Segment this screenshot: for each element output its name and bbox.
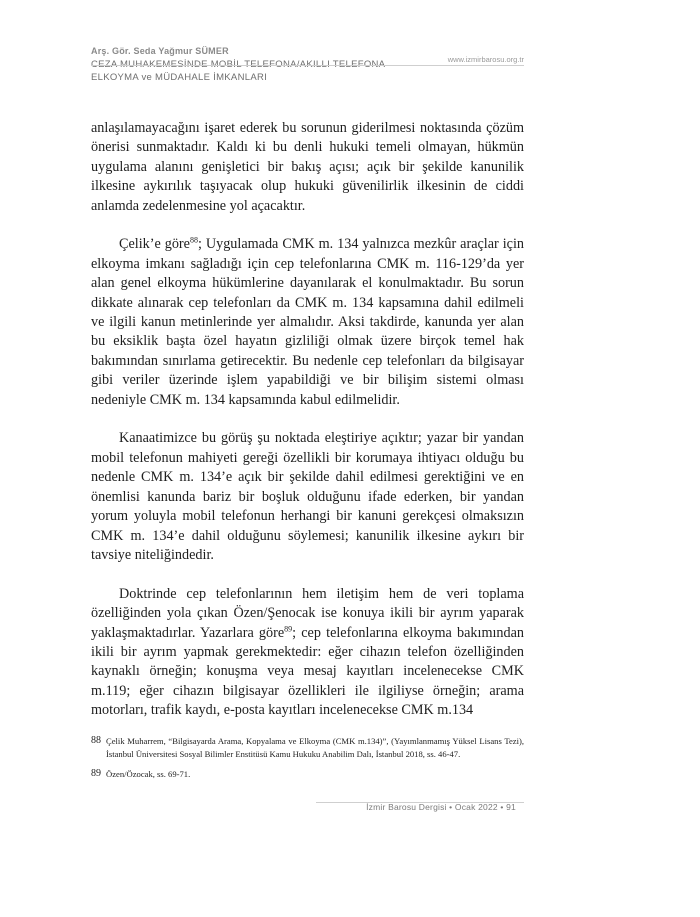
running-header [91, 46, 524, 84]
running-footer [316, 800, 524, 820]
header-website: www.izmirbarosu.org.tr [447, 55, 524, 64]
header-topic-line-1: CEZA MUHAKEMESİNDE MOBİL TELEFONA/AKILLI TELEFONA [91, 59, 386, 70]
paragraph-4 [91, 585, 524, 721]
footnotes [91, 735, 524, 789]
footnote-88 [91, 735, 524, 760]
main-text [91, 119, 524, 740]
footnote-number: 89 [91, 768, 101, 780]
paragraph-2-start: Çelik’e göre [119, 236, 190, 253]
footnote-ref-88[interactable]: 88 [189, 235, 198, 245]
paragraph-1: anlaşılamayacağını işaret ederek bu sorunun giderilmesi noktasında çözüm önerisi sunmaktadır. Kaldı ki bu denli hukuki temeli olmayan, hükmün uygulama alanını genişletici bir bakış açısı; açık bir şekilde kanunilik ilkesine aykırılık taşıyacak olup hukuki güvenilirlik ilkesinin de ciddi anlamda zedelenmesine yol açacaktır. [91, 120, 524, 214]
paragraph-4-rest: ; cep telefonlarına elkoyma bakımından ikili bir ayrım yapmak gerekmektedir: eğer cihazın telefon özelliğinden kaynaklı örneğin; konuşma veya mesaj kayıtları incelenecekse CMK m.119; eğer cihazın bilgisayar özellikleri ile ilgiliyse örneğin; arama motorları, trafik kaydı, e-posta kayıtları incelenecekse CMK m.134 [91, 624, 524, 719]
paragraph-4-start: Doktrinde cep telefonlarının hem iletişim hem de veri toplama özelliğinden yola çıkan Özen/Şenocak ise konuya ikili bir ayrım yaparak yaklaşmaktadırlar. Yazarlara göre [91, 585, 524, 641]
footnote-number: 88 [91, 735, 101, 746]
footnote-text: Özen/Özocak, ss. 69-71. [106, 769, 191, 780]
paragraph-2 [91, 235, 524, 410]
header-topic-line-2: ELKOYMA ve MÜDAHALE İMKANLARI [91, 71, 268, 83]
paragraph-3: Kanaatimizce bu görüş şu noktada eleştiriye açıktır; yazar bir yandan mobil telefonun mahiyeti gereği özellikli bir korumaya ihtiyacı olduğu bu nedenle CMK m. 134’e açık bir şekilde dahil edilmesi gerektiğini ve en önemlisi kanunda bariz bir boşluk olduğunu ifade ederken, bir yandan yorum yoluyla mobil telefonun herhangi bir kanuni gerekçesi olmaksızın CMK m. 134’e dahil olduğunu söylemesi; kanunilik ilkesine aykırı bir tavsiye niteliğindedir. [91, 430, 524, 563]
header-author: Arş. Gör. Seda Yağmur SÜMER [91, 46, 229, 56]
footnote-ref-89[interactable]: 89 [284, 623, 293, 633]
footnote-89 [91, 768, 524, 781]
footnote-text: Çelik Muharrem, “Bilgisayarda Arama, Kopyalama ve Elkoyma (CMK m.134)”, (Yayımlanmamış Yüksel Lisans Tezi), İstanbul Üniversitesi Sosyal Bilimler Enstitüsü Kamu Hukuku Anabilim Dalı, İstanbul 2018, ss. 46-47. [106, 736, 524, 759]
paragraph-2-rest: ; Uygulamada CMK m. 134 yalnızca mezkûr araçlar için elkoyma imkanı sağladığı için cep telefonlarına CMK m. 116-129’da yer alan genel elkoyma hükümlerine dayanılarak el konulmaktadır. Bu sorun dikkate alınarak cep telefonları da CMK m. 134 kapsamına dahil edilmeli ve ilgili kanun metinlerinde yer almalıdır. Aksi takdirde, kanunda yer alan bu eksiklik başta özel hayatın gizliliği olmak üzere birçok temel hak bakımından sınırlama getirecektir. Bu nedenle cep telefonları da bilgisayar gibi veriler üzerinde işlem yapabildiği ve bir bilişim sistemi olması nedeniyle CMK m. 134 kapsamında kabul edilmelidir. [91, 236, 525, 408]
footer-journal-page: İzmir Barosu Dergisi • Ocak 2022 • 91 [366, 802, 516, 812]
header-divider [91, 65, 524, 66]
